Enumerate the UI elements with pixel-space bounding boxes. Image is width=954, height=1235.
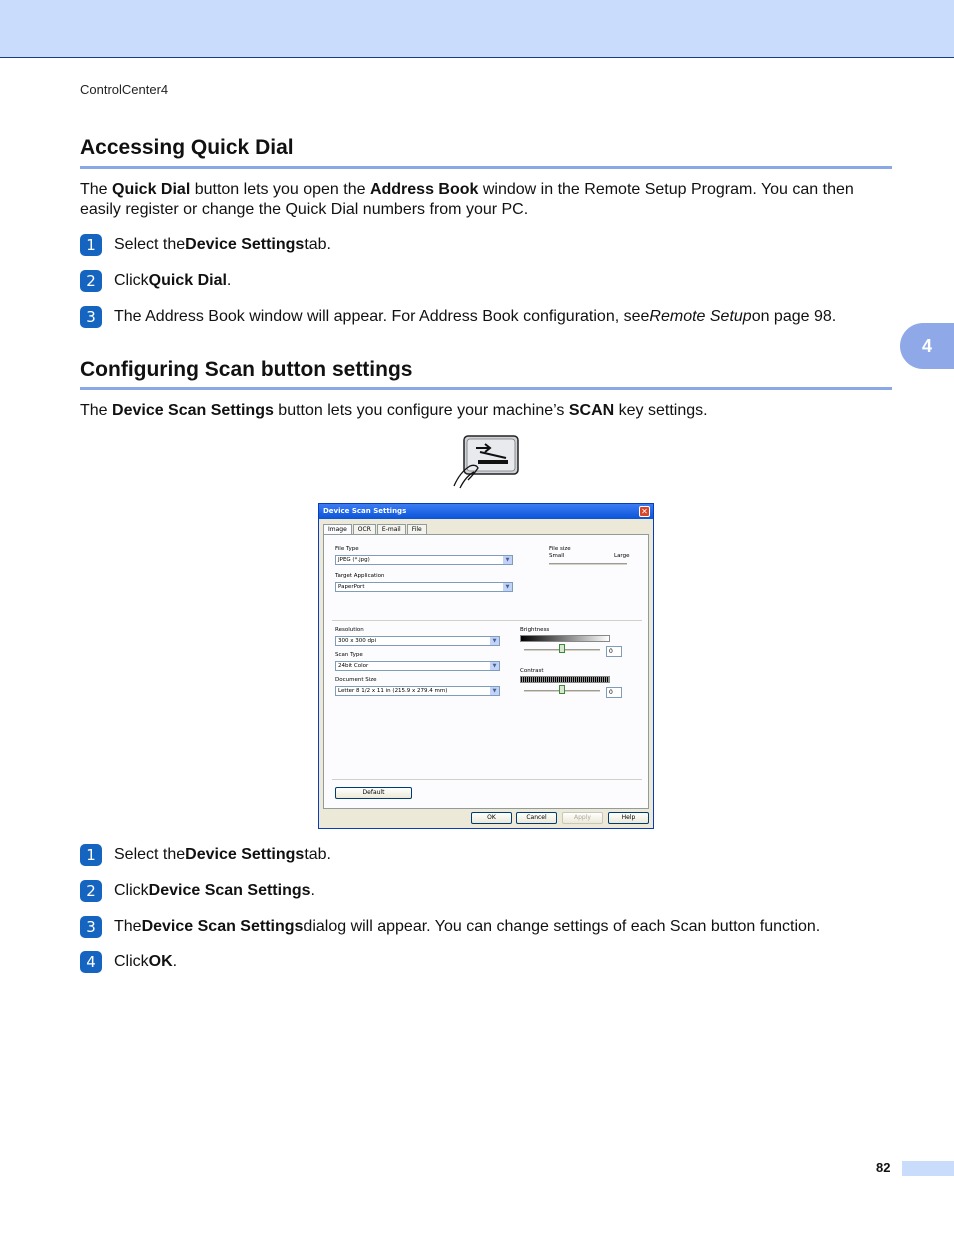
brightness-value-field[interactable]: 0 [606, 646, 622, 657]
step-item: 3 The Device Scan Settings dialog will appear. You can change settings of each Scan button function. [80, 916, 820, 938]
default-button[interactable]: Default [335, 787, 412, 799]
device-scan-settings-dialog [318, 503, 654, 829]
tab-email[interactable]: E-mail [377, 524, 406, 534]
scan-key-icon [450, 432, 522, 490]
document-size-select[interactable]: Letter 8 1/2 x 11 in (215.9 x 279.4 mm) ▼ [335, 686, 500, 696]
step-number-badge: 2 [80, 270, 102, 292]
step-number-badge: 1 [80, 844, 102, 866]
chevron-down-icon: ▼ [490, 662, 499, 670]
tab-ocr[interactable]: OCR [353, 524, 376, 534]
scan-type-select[interactable]: 24bit Color ▼ [335, 661, 500, 671]
chevron-down-icon: ▼ [503, 583, 512, 591]
top-band [0, 0, 954, 58]
dialog-title: Device Scan Settings [323, 507, 407, 515]
file-size-large-label: Large [614, 553, 630, 559]
target-app-select[interactable]: PaperPort ▼ [335, 582, 513, 592]
dialog-tabs [323, 524, 428, 534]
step-item: 4 Click OK . [80, 951, 177, 973]
page-number-bar [902, 1161, 954, 1176]
file-size-small-label: Small [549, 553, 565, 559]
resolution-select[interactable]: 300 x 300 dpi ▼ [335, 636, 500, 646]
help-button[interactable]: Help [608, 812, 649, 824]
section-title-scan-settings: Configuring Scan button settings [80, 358, 413, 381]
divider [332, 779, 642, 780]
brightness-slider-thumb[interactable] [559, 644, 565, 653]
chapter-tab: 4 [900, 323, 954, 369]
chevron-down-icon: ▼ [490, 637, 499, 645]
chevron-down-icon: ▼ [503, 556, 512, 564]
ok-button[interactable]: OK [471, 812, 512, 824]
step-item: 1 Select the Device Settings tab. [80, 844, 331, 866]
contrast-pattern [520, 676, 610, 683]
step-item: 2 Click Device Scan Settings . [80, 880, 315, 902]
page-number: 82 [876, 1160, 891, 1175]
contrast-value-field[interactable]: 0 [606, 687, 622, 698]
step-number-badge: 3 [80, 306, 102, 328]
tab-panel-image [323, 534, 649, 809]
contrast-label: Contrast [520, 668, 544, 674]
intro-paragraph-quick-dial: The Quick Dial button lets you open the Address Book window in the Remote Setup Program. You can then easily register or change the Quick Dial numbers from your PC. [80, 181, 854, 218]
section-title-quick-dial: Accessing Quick Dial [80, 136, 294, 159]
section-rule [80, 387, 892, 390]
divider [332, 620, 642, 621]
tab-image[interactable]: Image [323, 524, 352, 534]
file-type-label: File Type [335, 546, 359, 552]
step-item: 2 Click Quick Dial . [80, 270, 231, 292]
step-number-badge: 4 [80, 951, 102, 973]
tab-file[interactable]: File [407, 524, 427, 534]
scan-type-label: Scan Type [335, 652, 363, 658]
step-number-badge: 2 [80, 880, 102, 902]
step-item: 3 The Address Book window will appear. For Address Book configuration, see Remote Setup on page 98. [80, 306, 836, 328]
dialog-title-bar [319, 504, 653, 519]
target-app-label: Target Application [335, 573, 385, 579]
apply-button[interactable]: Apply [562, 812, 603, 824]
file-size-slider[interactable] [549, 563, 627, 565]
section-rule [80, 166, 892, 169]
step-number-badge: 1 [80, 234, 102, 256]
document-size-label: Document Size [335, 677, 377, 683]
brightness-label: Brightness [520, 627, 550, 633]
running-header: ControlCenter4 [80, 82, 169, 97]
file-type-select[interactable]: JPEG (*.jpg) ▼ [335, 555, 513, 565]
contrast-slider-thumb[interactable] [559, 685, 565, 694]
file-size-label: File size [549, 546, 571, 552]
close-icon[interactable]: ✕ [639, 506, 650, 517]
brightness-gradient [520, 635, 610, 642]
step-number-badge: 3 [80, 916, 102, 938]
cancel-button[interactable]: Cancel [516, 812, 557, 824]
chevron-down-icon: ▼ [490, 687, 499, 695]
step-item: 1 Select the Device Settings tab. [80, 234, 331, 256]
resolution-label: Resolution [335, 627, 364, 633]
intro-paragraph-scan: The Device Scan Settings button lets you configure your machine’s SCAN key settings. [80, 402, 708, 419]
